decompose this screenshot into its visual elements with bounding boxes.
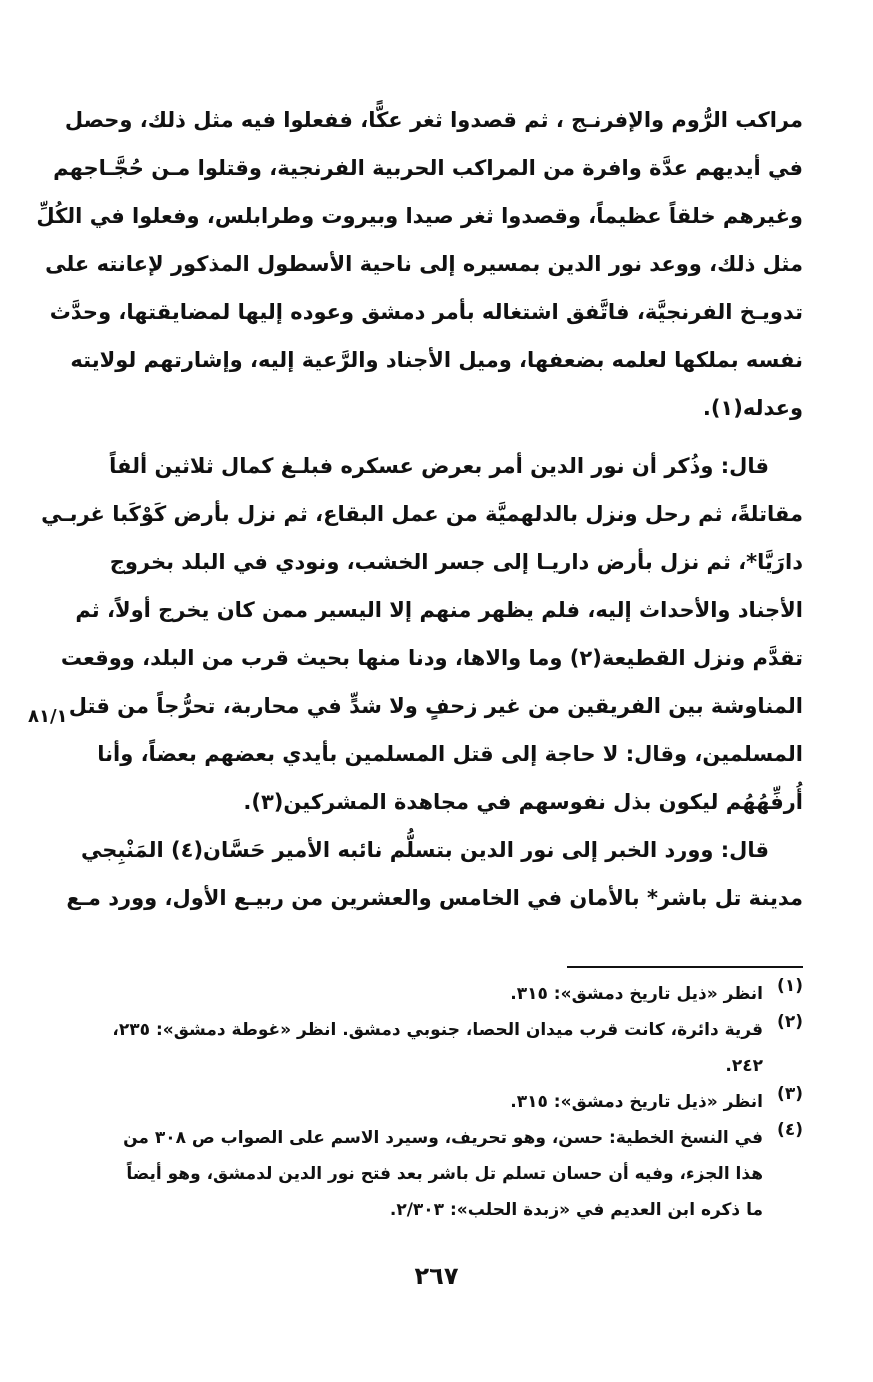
text-line: مراكب الرُّوم والإفرنـج ، ثم قصدوا ثغر عكًّا، ففعلوا فيه مثل ذلك، وحصل [64, 108, 803, 132]
text-line: أُرفِّهُهُم ليكون بذل نفوسهم في مجاهدة المشركين(٣). [243, 790, 803, 814]
footnote-line: هذا الجزء، وفيه أن حسان تسلم تل باشر بعد فتح نور الدين لدمشق، وهو أيضاً [126, 1164, 763, 1184]
text-line: مقاتلةً، ثم رحل ونزل بالدلهميَّة من عمل البقاع، ثم نزل بأرض كَوْكَبا غربـي [41, 502, 803, 526]
footnote-3 [96, 1084, 803, 1120]
footnote-separator [567, 966, 803, 968]
footnote-number: (٤) [777, 1120, 803, 1140]
paragraph-3 [66, 826, 803, 922]
text-line: المناوشة بين الفريقين من غير زحفٍ ولا شدٍّ في محاربة، تحرُّجاً من قتل [68, 694, 803, 718]
footnote-number: (٢) [777, 1012, 803, 1032]
text-line: مدينة تل باشر* بالأمان في الخامس والعشرين من ربيـع الأول، وورد مـع [66, 886, 803, 910]
text-line: الأجناد والأحداث إليه، فلم يظهر منهم إلا اليسير ممن كان يخرج أولاً، ثم [75, 598, 803, 622]
text-line: تقدَّم ونزل القطيعة(٢) وما والاها، ودنا منها بحيث قرب من البلد، ووقعت [60, 646, 803, 670]
footnote-line: انظر «ذيل تاريخ دمشق»: ٣١٥. [510, 984, 763, 1004]
footnote-line: قرية دائرة، كانت قرب ميدان الحصا، جنوبي دمشق. انظر «غوطة دمشق»: ٢٣٥، [112, 1020, 763, 1040]
footnote-line: ما ذكره ابن العديم في «زبدة الحلب»: ٢/٣٠٣. [389, 1200, 763, 1220]
paragraph-1 [36, 96, 803, 432]
text-line: المسلمين، وقال: لا حاجة إلى قتل المسلمين بأيدي بعضهم بعضاً، وأنا [97, 742, 803, 766]
footnote-4 [96, 1120, 803, 1228]
text-line: تدويـخ الفرنجيَّة، فاتَّفق اشتغاله بأمر دمشق وعوده إليها لمضايقتها، وحدَّث [49, 300, 803, 324]
text-line: نفسه بملكها لعلمه بضعفها، وميل الأجناد والرَّعية إليه، وإشارتهم لولايته [70, 348, 803, 372]
footnote-line: انظر «ذيل تاريخ دمشق»: ٣١٥. [510, 1092, 763, 1112]
footnotes [96, 976, 803, 1228]
text-line: وعدله(١). [702, 396, 803, 420]
text-line: في أيديهم عدَّة وافرة من المراكب الحربية الفرنجية، وقتلوا مـن حُجَّـاجهم [53, 156, 803, 180]
page-number: ٢٦٧ [414, 1262, 459, 1290]
text-line: مثل ذلك، ووعد نور الدين بمسيره إلى ناحية الأسطول المذكور لإعانته على [45, 252, 803, 276]
footnote-1 [96, 976, 803, 1012]
footnote-number: (٣) [777, 1084, 803, 1104]
footnote-2 [96, 1012, 803, 1084]
text-line: وغيرهم خلقاً عظيماً، وقصدوا ثغر صيدا وبيروت وطرابلس، وفعلوا في الكُلِّ [36, 204, 803, 228]
margin-reference: ٨١/١ [28, 706, 68, 727]
text-line: قال: وورد الخبر إلى نور الدين بتسلُّم نائبه الأمير حَسَّان(٤) المَنْبِجي [81, 838, 769, 862]
footnote-number: (١) [777, 976, 803, 996]
footnote-line: في النسخ الخطية: حسن، وهو تحريف، وسيرد الاسم على الصواب ص ٣٠٨ من [123, 1128, 763, 1148]
text-line: قال: وذُكر أن نور الدين أمر بعرض عسكره فبلـغ كمال ثلاثين ألفاً [109, 454, 769, 478]
footnote-line: ٢٤٢. [725, 1056, 763, 1076]
text-line: دارَيَّا*، ثم نزل بأرض داريـا إلى جسر الخشب، ونودي في البلد بخروج [109, 550, 803, 574]
